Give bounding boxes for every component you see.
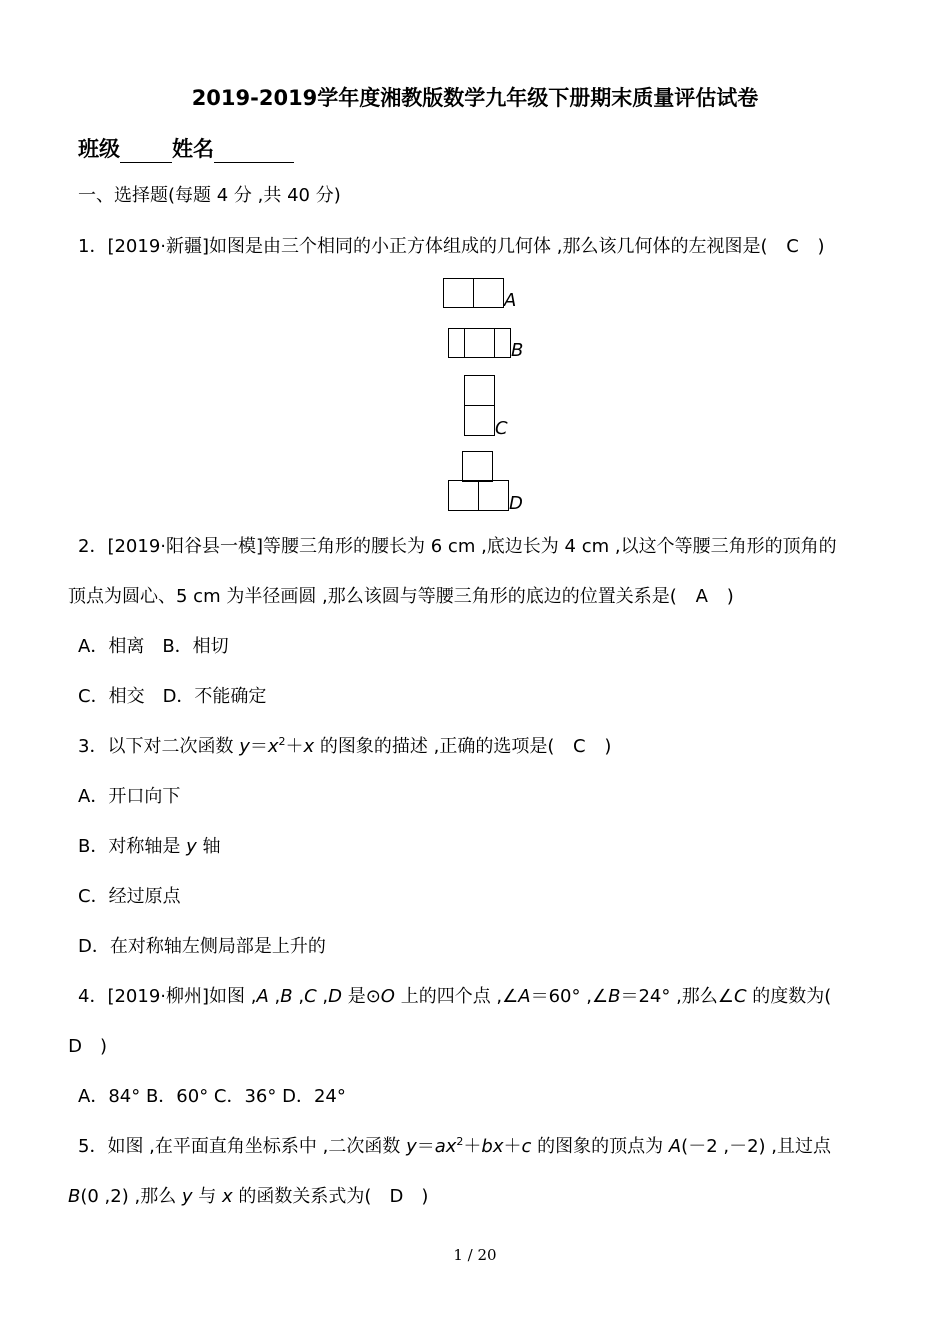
question-5-line-1 xyxy=(78,1135,831,1159)
q4-pre: 4．[2019·柳州]如图 , xyxy=(78,986,257,1007)
question-1-text: 1．[2019·新疆]如图是由三个相同的小正方体组成的几何体 ,那么该几何体的左视图是( xyxy=(78,236,786,257)
q5-plus-1: ＋ xyxy=(463,1136,482,1157)
q3-var-y: y xyxy=(239,736,250,757)
question-4-answer: D xyxy=(68,1036,82,1057)
q4-angle-b-value: ＝24° ,那么∠ xyxy=(620,986,734,1007)
question-2-options-2: C．相交 D．不能确定 xyxy=(78,686,267,707)
q5-term-c: c xyxy=(521,1136,532,1157)
q4-mid: 是⊙ xyxy=(341,986,381,1007)
question-3 xyxy=(78,735,611,759)
q3-var-x2: x xyxy=(303,736,315,757)
question-5-answer: D xyxy=(389,1186,404,1207)
q4-point-b: B xyxy=(280,986,293,1007)
q3-optb-pre: B．对称轴是 xyxy=(78,836,187,857)
question-2-options-1: A．相离 B．相切 xyxy=(78,636,229,657)
question-2-text: 顶点为圆心、5 cm 为半径画圆 ,那么该圆与等腰三角形的底边的位置关系是( xyxy=(68,586,695,607)
q3-optb-var: y xyxy=(186,836,197,857)
q4-point-a: A xyxy=(256,986,269,1007)
q4-point-c: C xyxy=(304,986,317,1007)
question-4 xyxy=(78,985,831,1009)
question-2-answer: A xyxy=(695,586,708,607)
q5-point-b: B xyxy=(68,1186,81,1207)
q5-var-y2: y xyxy=(181,1186,193,1207)
q5-var-y: y xyxy=(406,1136,417,1157)
figure-b-label: B xyxy=(511,340,524,361)
q4-sep-3: , xyxy=(316,986,329,1007)
q5-mid2: 与 xyxy=(192,1186,223,1207)
figure-c-label: C xyxy=(495,418,508,439)
q5-coord-a: (－2 ,－2) ,且过点 xyxy=(681,1136,832,1157)
q5-plus-2: ＋ xyxy=(503,1136,522,1157)
q5-var-x: x xyxy=(222,1186,233,1207)
q4-angle-a-value: ＝60° ,∠ xyxy=(530,986,609,1007)
q3-plus: ＋ xyxy=(285,736,304,757)
q4-sep-1: , xyxy=(268,986,281,1007)
question-2-close: ) xyxy=(708,586,734,607)
q3-post: 的图象的描述 ,正确的选项是( xyxy=(314,736,573,757)
q5-pre: 5．如图 ,在平面直角坐标系中 ,二次函数 xyxy=(78,1136,407,1157)
q3-close: ) xyxy=(586,736,612,757)
question-3-answer: C xyxy=(573,736,586,757)
question-3-option-d: D．在对称轴左侧局部是上升的 xyxy=(78,936,326,957)
question-3-option-c: C．经过原点 xyxy=(78,886,181,907)
q4-close: ) xyxy=(82,1036,108,1057)
figure-a-label: A xyxy=(504,290,517,311)
question-1-close: ) xyxy=(799,236,825,257)
q4-sep-2: , xyxy=(292,986,305,1007)
q4-angle-a: A xyxy=(518,986,531,1007)
class-label: 班级 xyxy=(78,137,120,161)
q4-angle-c: C xyxy=(733,986,747,1007)
question-4-options: A．84° B．60° C．36° D．24° xyxy=(78,1086,346,1107)
q5-eq: ＝ xyxy=(416,1136,435,1157)
figure-d-label: D xyxy=(509,493,523,514)
class-blank[interactable] xyxy=(120,140,172,163)
q3-optb-post: 轴 xyxy=(196,836,221,857)
question-2-line-2 xyxy=(68,585,734,609)
q4-center-o: O xyxy=(380,986,395,1007)
q5-mid: 的图象的顶点为 xyxy=(531,1136,669,1157)
q5-term-bx: bx xyxy=(481,1136,504,1157)
question-3-option-b xyxy=(78,835,220,859)
question-2-line-1: 2．[2019·阳谷县一模]等腰三角形的腰长为 6 cm ,底边长为 4 cm ,以这个等腰三角形的顶角的 xyxy=(78,536,837,557)
q5-close: ) xyxy=(403,1186,429,1207)
q3-exponent: 2 xyxy=(278,735,286,748)
q3-pre: 3．以下对二次函数 xyxy=(78,736,240,757)
q5-point-a: A xyxy=(668,1136,682,1157)
q5-coord-b: (0 ,2) ,那么 xyxy=(80,1186,182,1207)
q5-end: 的函数关系式为( xyxy=(232,1186,390,1207)
q3-eq: ＝ xyxy=(249,736,268,757)
q5-exponent: 2 xyxy=(456,1135,464,1148)
name-label: 姓名 xyxy=(172,137,214,161)
q4-mid2: 上的四个点 ,∠ xyxy=(394,986,519,1007)
question-4-answer-line xyxy=(68,1035,107,1059)
question-1-answer: C xyxy=(786,236,799,257)
class-name-line xyxy=(78,135,294,163)
question-5-line-2 xyxy=(68,1185,428,1209)
q3-var-x: x xyxy=(267,736,279,757)
question-3-option-a: A．开口向下 xyxy=(78,786,181,807)
q5-term-ax: ax xyxy=(434,1136,457,1157)
name-blank[interactable] xyxy=(214,140,294,163)
q4-end: 的度数为( xyxy=(746,986,832,1007)
question-1 xyxy=(78,235,825,259)
section-heading: 一、选择题(每题 4 分 ,共 40 分) xyxy=(78,185,341,206)
page-number: 1 / 20 xyxy=(453,1246,497,1264)
q4-angle-b: B xyxy=(608,986,621,1007)
q4-point-d: D xyxy=(328,986,342,1007)
document-title: 2019-2019学年度湘教版数学九年级下册期末质量评估试卷 xyxy=(191,86,759,110)
